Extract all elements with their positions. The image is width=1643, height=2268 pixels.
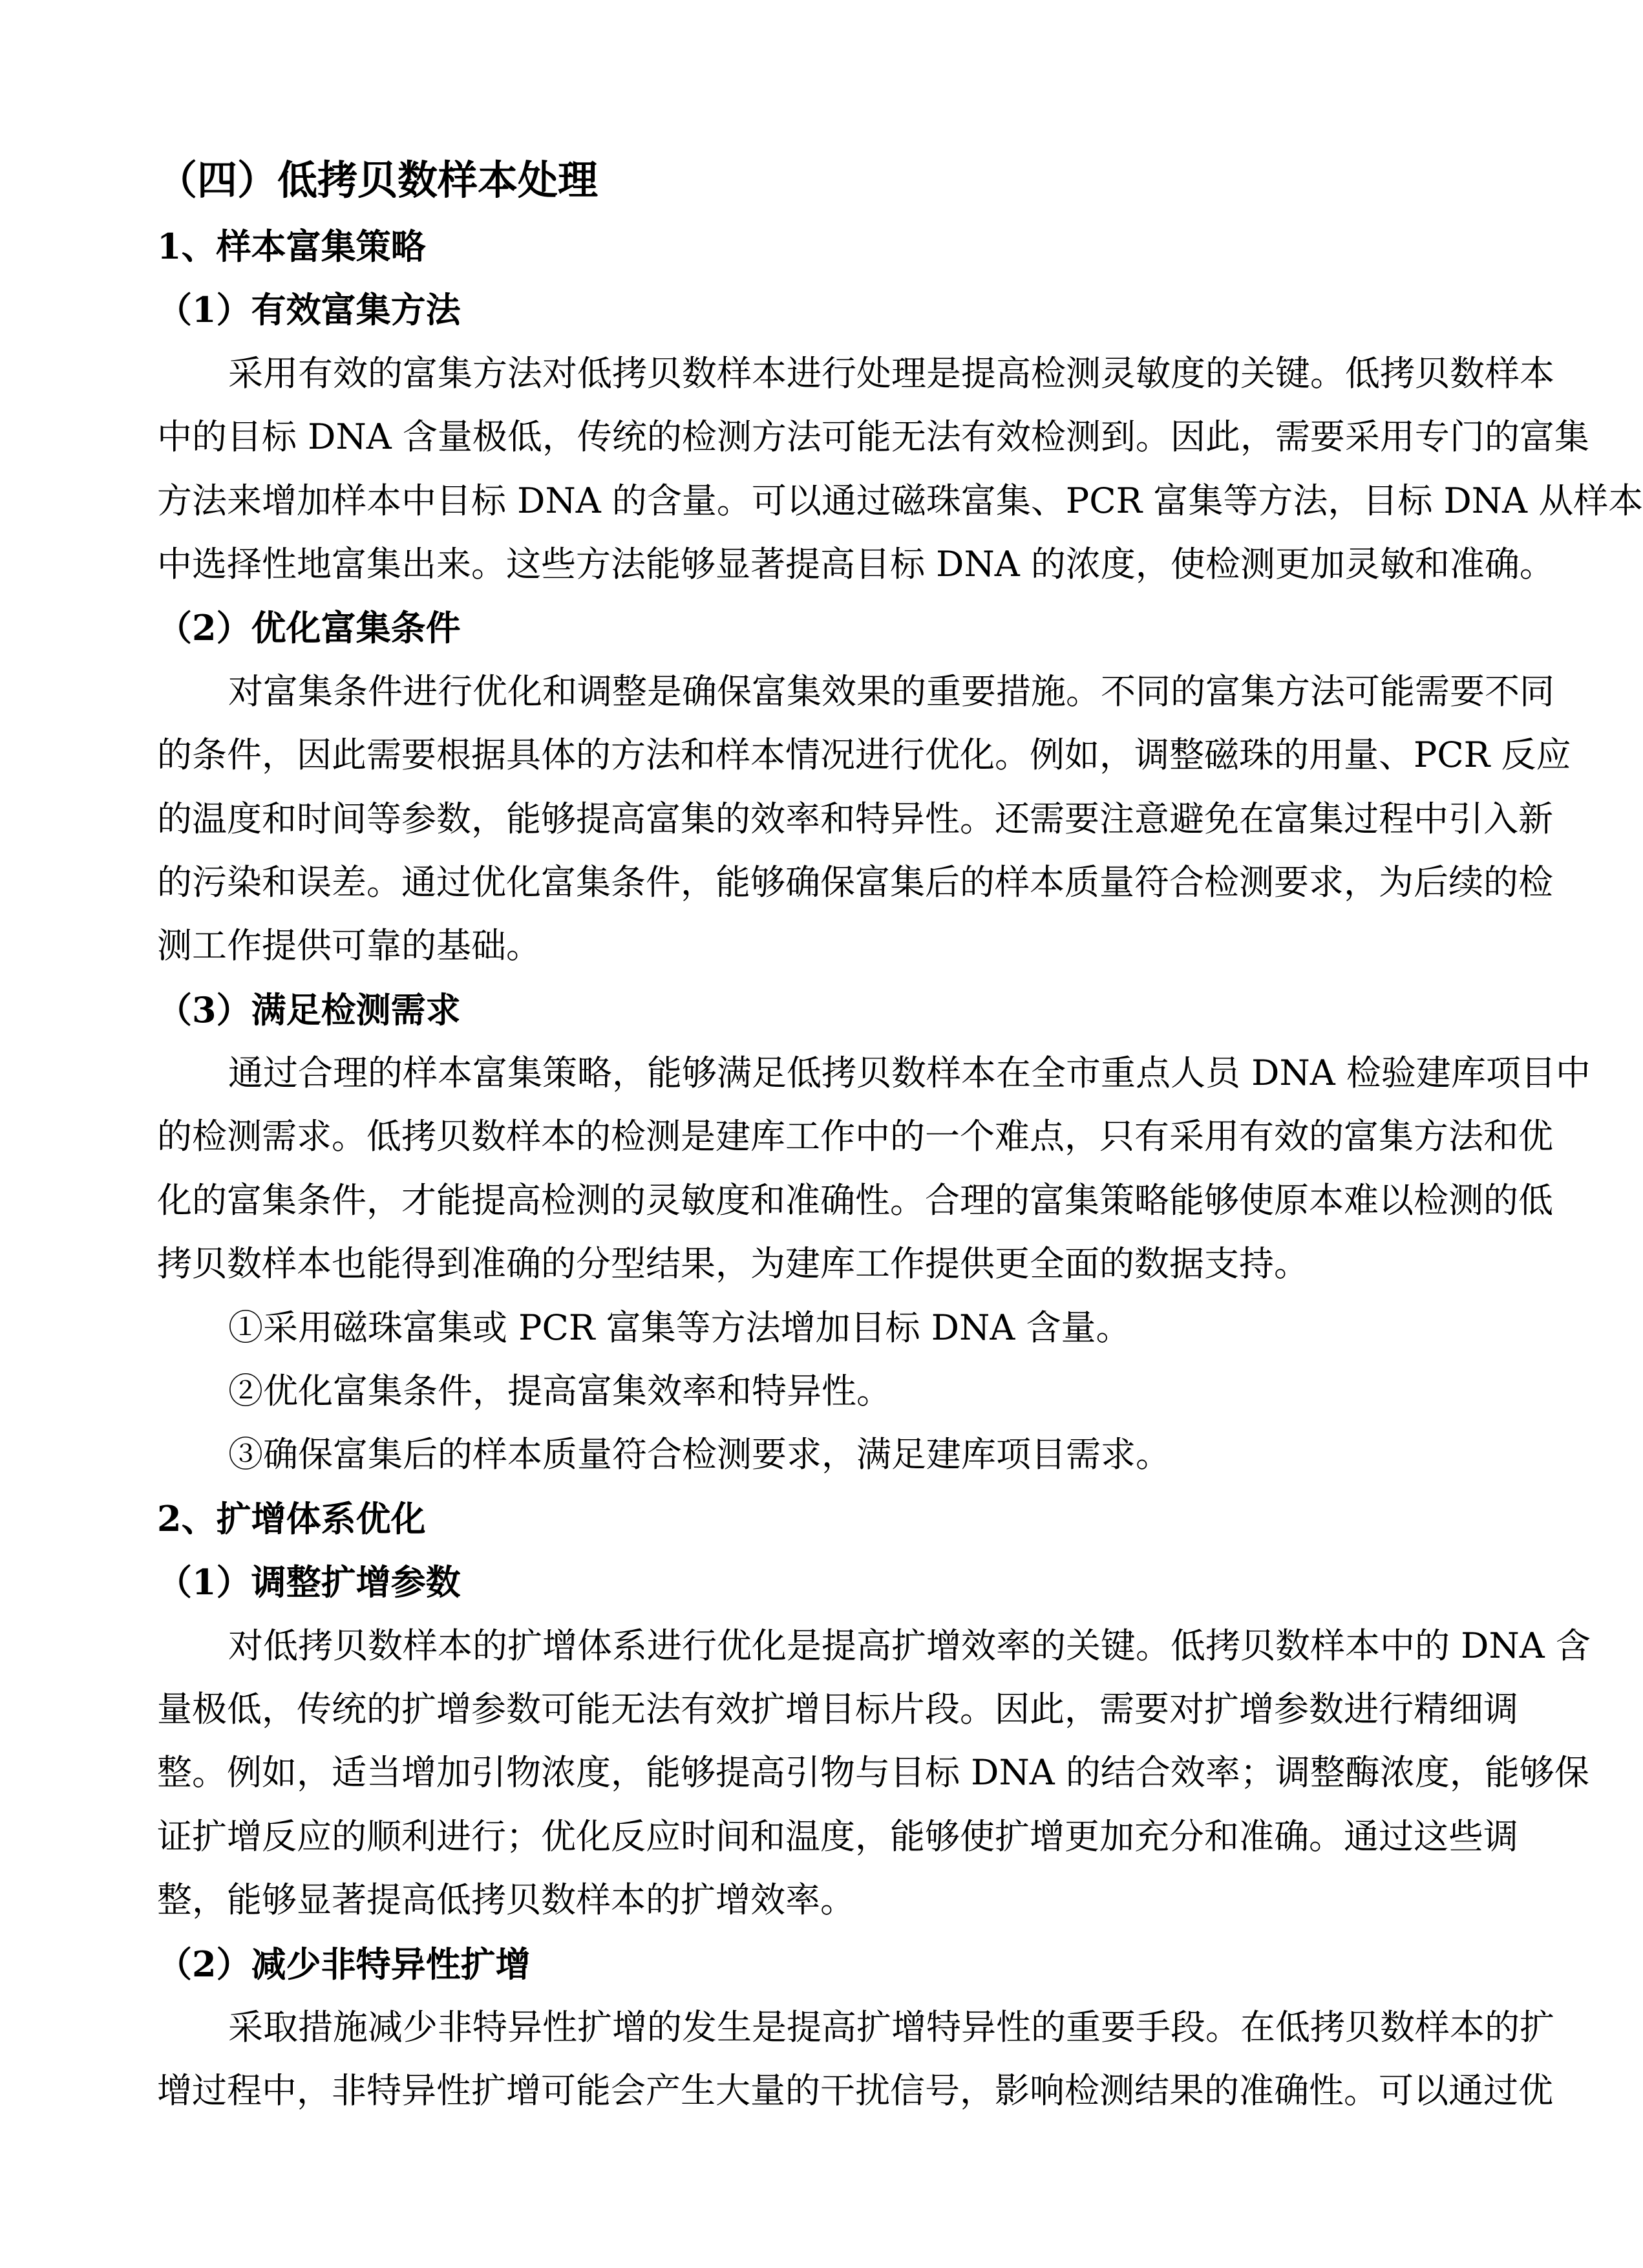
list-item: ②优化富集条件，提高富集效率和特异性。 — [228, 1371, 891, 1412]
paragraph-line: 的温度和时间等参数，能够提高富集的效率和特异性。还需要注意避免在富集过程中引入新 — [157, 798, 1553, 839]
paragraph-line: 方法来增加样本中目标 DNA 的含量。可以通过磁珠富集、PCR 富集等方法，目标 DNA 从样本 — [157, 480, 1643, 521]
subsection-heading: （1）有效富集方法 — [157, 289, 461, 331]
section-heading: 2、扩增体系优化 — [157, 1497, 426, 1539]
subsection-heading: （1）调整扩增参数 — [157, 1561, 461, 1603]
document-page — [157, 146, 1643, 2123]
paragraph-line: 化的富集条件，才能提高检测的灵敏度和准确性。合理的富集策略能够使原本难以检测的低 — [157, 1179, 1553, 1221]
paragraph-line: 拷贝数样本也能得到准确的分型结果，为建库工作提供更全面的数据支持。 — [157, 1243, 1309, 1285]
paragraph-line: 量极低，传统的扩增参数可能无法有效扩增目标片段。因此，需要对扩增参数进行精细调 — [157, 1688, 1518, 1729]
paragraph-line: 的污染和误差。通过优化富集条件，能够确保富集后的样本质量符合检测要求，为后续的检 — [157, 861, 1553, 903]
subsection-heading: （3）满足检测需求 — [157, 989, 461, 1031]
paragraph-line: 的检测需求。低拷贝数样本的检测是建库工作中的一个难点，只有采用有效的富集方法和优 — [157, 1116, 1553, 1157]
paragraph-line: 中选择性地富集出来。这些方法能够显著提高目标 DNA 的浓度，使检测更加灵敏和准确。 — [157, 543, 1554, 584]
paragraph-line: 整，能够显著提高低拷贝数样本的扩增效率。 — [157, 1879, 855, 1921]
paragraph-line: 中的目标 DNA 含量极低，传统的检测方法可能无法有效检测到。因此，需要采用专门的富集 — [157, 416, 1589, 458]
paragraph-line: 测工作提供可靠的基础。 — [157, 925, 541, 967]
section-heading: 1、样本富集策略 — [157, 226, 426, 267]
paragraph-line: 对富集条件进行优化和调整是确保富集效果的重要措施。不同的富集方法可能需要不同 — [228, 670, 1554, 712]
subsection-heading: （2）减少非特异性扩增 — [157, 1943, 531, 1985]
paragraph-line: 对低拷贝数样本的扩增体系进行优化是提高扩增效率的关键。低拷贝数样本中的 DNA 含 — [228, 1625, 1591, 1666]
paragraph-line: 采取措施减少非特异性扩增的发生是提高扩增特异性的重要手段。在低拷贝数样本的扩 — [228, 2006, 1554, 2048]
list-item: ③确保富集后的样本质量符合检测要求，满足建库项目需求。 — [228, 1434, 1171, 1475]
paragraph-line: 整。例如，适当增加引物浓度，能够提高引物与目标 DNA 的结合效率；调整酶浓度，能够保 — [157, 1752, 1589, 1793]
list-item: ①采用磁珠富集或 PCR 富集等方法增加目标 DNA 含量。 — [228, 1307, 1131, 1348]
paragraph-line: 证扩增反应的顺利进行；优化反应时间和温度，能够使扩增更加充分和准确。通过这些调 — [157, 1815, 1518, 1857]
paragraph-line: 采用有效的富集方法对低拷贝数样本进行处理是提高检测灵敏度的关键。低拷贝数样本 — [228, 352, 1554, 394]
section-title: （四）低拷贝数样本处理 — [157, 156, 599, 204]
paragraph-line: 增过程中，非特异性扩增可能会产生大量的干扰信号，影响检测结果的准确性。可以通过优 — [157, 2070, 1553, 2112]
paragraph-line: 的条件，因此需要根据具体的方法和样本情况进行优化。例如，调整磁珠的用量、PCR 反应 — [157, 734, 1571, 776]
paragraph-line: 通过合理的样本富集策略，能够满足低拷贝数样本在全市重点人员 DNA 检验建库项目中 — [228, 1053, 1591, 1094]
subsection-heading: （2）优化富集条件 — [157, 607, 461, 649]
